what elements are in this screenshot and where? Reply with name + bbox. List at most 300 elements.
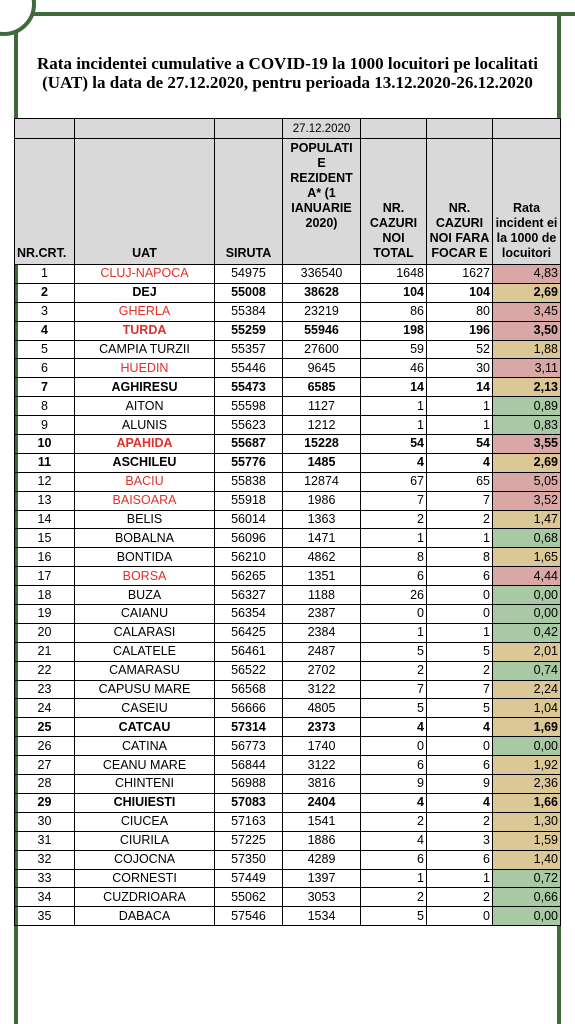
cell-siruta: 56354 xyxy=(215,605,283,624)
cell-population: 1886 xyxy=(283,831,361,850)
cell-total-cases: 4 xyxy=(361,453,427,472)
date-row-cell xyxy=(427,119,493,139)
cell-total-cases: 7 xyxy=(361,680,427,699)
cell-uat: BOBALNA xyxy=(75,529,215,548)
cell-nr: 3 xyxy=(15,302,75,321)
cell-total-cases: 1 xyxy=(361,397,427,416)
cell-uat: COJOCNA xyxy=(75,850,215,869)
cell-cases-without-outbreak: 0 xyxy=(427,907,493,926)
cell-nr: 34 xyxy=(15,888,75,907)
cell-cases-without-outbreak: 3 xyxy=(427,831,493,850)
cell-population: 3122 xyxy=(283,680,361,699)
table-row xyxy=(15,775,561,794)
cell-total-cases: 54 xyxy=(361,435,427,454)
cell-population: 2384 xyxy=(283,623,361,642)
header-total-cases: NR. CAZURI NOI TOTAL xyxy=(361,139,427,265)
incidence-table-container xyxy=(14,118,560,926)
cell-population: 38628 xyxy=(283,283,361,302)
cell-siruta: 57449 xyxy=(215,869,283,888)
cell-population: 1397 xyxy=(283,869,361,888)
cell-uat: BAISOARA xyxy=(75,491,215,510)
cell-cases-without-outbreak: 54 xyxy=(427,435,493,454)
cell-incidence-rate: 3,50 xyxy=(493,321,561,340)
cell-cases-without-outbreak: 2 xyxy=(427,888,493,907)
table-row xyxy=(15,907,561,926)
date-row-cell xyxy=(361,119,427,139)
cell-cases-without-outbreak: 6 xyxy=(427,567,493,586)
cell-cases-without-outbreak: 6 xyxy=(427,756,493,775)
header-population: POPULATI E REZIDENT A* (1 IANUARIE 2020) xyxy=(283,139,361,265)
table-row xyxy=(15,359,561,378)
table-row xyxy=(15,529,561,548)
cell-incidence-rate: 4,83 xyxy=(493,265,561,284)
cell-nr: 16 xyxy=(15,548,75,567)
cell-incidence-rate: 2,69 xyxy=(493,283,561,302)
cell-incidence-rate: 0,00 xyxy=(493,907,561,926)
cell-total-cases: 5 xyxy=(361,642,427,661)
cell-population: 4862 xyxy=(283,548,361,567)
cell-incidence-rate: 1,40 xyxy=(493,850,561,869)
cell-population: 1986 xyxy=(283,491,361,510)
table-row xyxy=(15,831,561,850)
cell-population: 1471 xyxy=(283,529,361,548)
cell-nr: 9 xyxy=(15,416,75,435)
cell-siruta: 55062 xyxy=(215,888,283,907)
cell-nr: 31 xyxy=(15,831,75,850)
cell-population: 2387 xyxy=(283,605,361,624)
cell-uat: CATCAU xyxy=(75,718,215,737)
cell-incidence-rate: 1,30 xyxy=(493,812,561,831)
cell-uat: CASEIU xyxy=(75,699,215,718)
cell-incidence-rate: 1,69 xyxy=(493,718,561,737)
cell-siruta: 56014 xyxy=(215,510,283,529)
cell-cases-without-outbreak: 7 xyxy=(427,491,493,510)
cell-total-cases: 4 xyxy=(361,793,427,812)
cell-uat: BUZA xyxy=(75,586,215,605)
cell-population: 12874 xyxy=(283,472,361,491)
cell-uat: AGHIRESU xyxy=(75,378,215,397)
cell-nr: 2 xyxy=(15,283,75,302)
table-row xyxy=(15,321,561,340)
cell-total-cases: 0 xyxy=(361,737,427,756)
cell-nr: 30 xyxy=(15,812,75,831)
cell-cases-without-outbreak: 1 xyxy=(427,529,493,548)
cell-total-cases: 8 xyxy=(361,548,427,567)
cell-cases-without-outbreak: 0 xyxy=(427,586,493,605)
cell-total-cases: 1 xyxy=(361,869,427,888)
cell-cases-without-outbreak: 0 xyxy=(427,737,493,756)
table-row xyxy=(15,453,561,472)
table-body xyxy=(15,265,561,926)
cell-total-cases: 1 xyxy=(361,416,427,435)
cell-population: 2404 xyxy=(283,793,361,812)
cell-cases-without-outbreak: 5 xyxy=(427,642,493,661)
cell-uat: ALUNIS xyxy=(75,416,215,435)
cell-siruta: 55838 xyxy=(215,472,283,491)
cell-siruta: 55446 xyxy=(215,359,283,378)
table-row xyxy=(15,586,561,605)
cell-population: 4289 xyxy=(283,850,361,869)
cell-incidence-rate: 3,11 xyxy=(493,359,561,378)
cell-incidence-rate: 1,65 xyxy=(493,548,561,567)
cell-total-cases: 6 xyxy=(361,850,427,869)
cell-siruta: 56568 xyxy=(215,680,283,699)
cell-total-cases: 86 xyxy=(361,302,427,321)
frame-top-border xyxy=(14,12,575,16)
table-row xyxy=(15,850,561,869)
header-incidence-rate: Rata incident ei la 1000 de locuitori xyxy=(493,139,561,265)
cell-uat: CALARASI xyxy=(75,623,215,642)
cell-incidence-rate: 0,00 xyxy=(493,605,561,624)
cell-siruta: 55357 xyxy=(215,340,283,359)
cell-incidence-rate: 2,24 xyxy=(493,680,561,699)
cell-siruta: 56327 xyxy=(215,586,283,605)
cell-total-cases: 4 xyxy=(361,718,427,737)
cell-siruta: 55687 xyxy=(215,435,283,454)
table-row xyxy=(15,756,561,775)
cell-uat: BONTIDA xyxy=(75,548,215,567)
cell-total-cases: 46 xyxy=(361,359,427,378)
cell-nr: 27 xyxy=(15,756,75,775)
cell-cases-without-outbreak: 7 xyxy=(427,680,493,699)
cell-total-cases: 198 xyxy=(361,321,427,340)
cell-nr: 18 xyxy=(15,586,75,605)
cell-population: 1541 xyxy=(283,812,361,831)
cell-cases-without-outbreak: 4 xyxy=(427,453,493,472)
cell-siruta: 55259 xyxy=(215,321,283,340)
cell-incidence-rate: 0,83 xyxy=(493,416,561,435)
table-row xyxy=(15,435,561,454)
cell-nr: 23 xyxy=(15,680,75,699)
cell-incidence-rate: 0,74 xyxy=(493,661,561,680)
cell-incidence-rate: 1,59 xyxy=(493,831,561,850)
cell-population: 1740 xyxy=(283,737,361,756)
header-nr: NR.CRT. xyxy=(15,139,75,265)
cell-uat: CAMPIA TURZII xyxy=(75,340,215,359)
cell-uat: CHIUIESTI xyxy=(75,793,215,812)
cell-siruta: 55598 xyxy=(215,397,283,416)
date-row-cell xyxy=(75,119,215,139)
cell-population: 1485 xyxy=(283,453,361,472)
cell-siruta: 57314 xyxy=(215,718,283,737)
cell-population: 4805 xyxy=(283,699,361,718)
cell-cases-without-outbreak: 1 xyxy=(427,416,493,435)
date-row xyxy=(15,119,561,139)
cell-incidence-rate: 3,55 xyxy=(493,435,561,454)
cell-nr: 4 xyxy=(15,321,75,340)
cell-siruta: 56210 xyxy=(215,548,283,567)
cell-incidence-rate: 0,89 xyxy=(493,397,561,416)
cell-total-cases: 7 xyxy=(361,491,427,510)
cell-uat: CORNESTI xyxy=(75,869,215,888)
cell-total-cases: 1 xyxy=(361,529,427,548)
cell-nr: 32 xyxy=(15,850,75,869)
cell-nr: 5 xyxy=(15,340,75,359)
cell-uat: ASCHILEU xyxy=(75,453,215,472)
cell-uat: CIURILA xyxy=(75,831,215,850)
cell-total-cases: 26 xyxy=(361,586,427,605)
header-row xyxy=(15,139,561,265)
cell-cases-without-outbreak: 5 xyxy=(427,699,493,718)
cell-siruta: 55918 xyxy=(215,491,283,510)
table-row xyxy=(15,340,561,359)
cell-siruta: 54975 xyxy=(215,265,283,284)
cell-population: 15228 xyxy=(283,435,361,454)
cell-uat: CALATELE xyxy=(75,642,215,661)
cell-incidence-rate: 2,69 xyxy=(493,453,561,472)
cell-incidence-rate: 0,68 xyxy=(493,529,561,548)
cell-population: 1127 xyxy=(283,397,361,416)
cell-total-cases: 2 xyxy=(361,510,427,529)
cell-cases-without-outbreak: 0 xyxy=(427,605,493,624)
cell-uat: CHINTENI xyxy=(75,775,215,794)
cell-cases-without-outbreak: 4 xyxy=(427,793,493,812)
cell-nr: 6 xyxy=(15,359,75,378)
incidence-table xyxy=(14,118,561,926)
corner-circle-decoration xyxy=(0,0,36,36)
cell-siruta: 57225 xyxy=(215,831,283,850)
cell-cases-without-outbreak: 1 xyxy=(427,869,493,888)
table-row xyxy=(15,567,561,586)
cell-incidence-rate: 5,05 xyxy=(493,472,561,491)
document-title: Rata incidentei cumulative a COVID-19 la 1000 locuitori pe localitati (UAT) la data de 27.12.2020, pentru perioada 13.12.2020-26.12.2020 xyxy=(37,54,538,92)
cell-cases-without-outbreak: 104 xyxy=(427,283,493,302)
cell-incidence-rate: 0,72 xyxy=(493,869,561,888)
cell-population: 3122 xyxy=(283,756,361,775)
cell-cases-without-outbreak: 80 xyxy=(427,302,493,321)
cell-nr: 25 xyxy=(15,718,75,737)
cell-uat: DEJ xyxy=(75,283,215,302)
cell-siruta: 55008 xyxy=(215,283,283,302)
cell-siruta: 56844 xyxy=(215,756,283,775)
cell-population: 2373 xyxy=(283,718,361,737)
cell-cases-without-outbreak: 1 xyxy=(427,397,493,416)
cell-cases-without-outbreak: 2 xyxy=(427,510,493,529)
cell-uat: APAHIDA xyxy=(75,435,215,454)
cell-nr: 26 xyxy=(15,737,75,756)
cell-nr: 19 xyxy=(15,605,75,624)
table-row xyxy=(15,302,561,321)
cell-population: 2487 xyxy=(283,642,361,661)
cell-incidence-rate: 3,52 xyxy=(493,491,561,510)
cell-siruta: 56988 xyxy=(215,775,283,794)
cell-uat: CEANU MARE xyxy=(75,756,215,775)
cell-cases-without-outbreak: 1 xyxy=(427,623,493,642)
table-row xyxy=(15,283,561,302)
cell-population: 27600 xyxy=(283,340,361,359)
cell-siruta: 57163 xyxy=(215,812,283,831)
cell-nr: 17 xyxy=(15,567,75,586)
cell-uat: CUZDRIOARA xyxy=(75,888,215,907)
cell-nr: 13 xyxy=(15,491,75,510)
cell-nr: 21 xyxy=(15,642,75,661)
table-row xyxy=(15,548,561,567)
cell-cases-without-outbreak: 2 xyxy=(427,812,493,831)
cell-population: 3053 xyxy=(283,888,361,907)
cell-nr: 35 xyxy=(15,907,75,926)
cell-uat: GHERLA xyxy=(75,302,215,321)
date-label: 27.12.2020 xyxy=(283,119,361,139)
table-row xyxy=(15,623,561,642)
cell-uat: AITON xyxy=(75,397,215,416)
cell-siruta: 56265 xyxy=(215,567,283,586)
cell-incidence-rate: 1,04 xyxy=(493,699,561,718)
cell-cases-without-outbreak: 196 xyxy=(427,321,493,340)
cell-total-cases: 2 xyxy=(361,888,427,907)
table-row xyxy=(15,888,561,907)
cell-uat: DABACA xyxy=(75,907,215,926)
cell-incidence-rate: 3,45 xyxy=(493,302,561,321)
date-row-cell xyxy=(215,119,283,139)
cell-incidence-rate: 0,42 xyxy=(493,623,561,642)
cell-siruta: 55473 xyxy=(215,378,283,397)
cell-incidence-rate: 1,47 xyxy=(493,510,561,529)
cell-uat: CAMARASU xyxy=(75,661,215,680)
cell-cases-without-outbreak: 9 xyxy=(427,775,493,794)
cell-uat: CLUJ-NAPOCA xyxy=(75,265,215,284)
cell-cases-without-outbreak: 65 xyxy=(427,472,493,491)
cell-siruta: 56666 xyxy=(215,699,283,718)
table-row xyxy=(15,642,561,661)
cell-total-cases: 67 xyxy=(361,472,427,491)
header-uat: UAT xyxy=(75,139,215,265)
cell-uat: TURDA xyxy=(75,321,215,340)
cell-population: 1351 xyxy=(283,567,361,586)
cell-total-cases: 5 xyxy=(361,699,427,718)
cell-nr: 7 xyxy=(15,378,75,397)
table-row xyxy=(15,699,561,718)
cell-cases-without-outbreak: 6 xyxy=(427,850,493,869)
cell-population: 9645 xyxy=(283,359,361,378)
cell-cases-without-outbreak: 1627 xyxy=(427,265,493,284)
cell-cases-without-outbreak: 52 xyxy=(427,340,493,359)
cell-incidence-rate: 1,88 xyxy=(493,340,561,359)
cell-siruta: 56773 xyxy=(215,737,283,756)
cell-total-cases: 4 xyxy=(361,831,427,850)
cell-siruta: 56522 xyxy=(215,661,283,680)
cell-nr: 14 xyxy=(15,510,75,529)
cell-total-cases: 6 xyxy=(361,567,427,586)
cell-cases-without-outbreak: 4 xyxy=(427,718,493,737)
cell-incidence-rate: 4,44 xyxy=(493,567,561,586)
cell-incidence-rate: 1,66 xyxy=(493,793,561,812)
cell-total-cases: 0 xyxy=(361,605,427,624)
cell-total-cases: 1 xyxy=(361,623,427,642)
cell-uat: CAPUSU MARE xyxy=(75,680,215,699)
cell-uat: BACIU xyxy=(75,472,215,491)
cell-incidence-rate: 0,66 xyxy=(493,888,561,907)
date-row-cell xyxy=(493,119,561,139)
cell-nr: 33 xyxy=(15,869,75,888)
table-row xyxy=(15,378,561,397)
table-row xyxy=(15,661,561,680)
table-row xyxy=(15,605,561,624)
cell-siruta: 55623 xyxy=(215,416,283,435)
cell-population: 1212 xyxy=(283,416,361,435)
cell-population: 55946 xyxy=(283,321,361,340)
cell-nr: 28 xyxy=(15,775,75,794)
cell-cases-without-outbreak: 8 xyxy=(427,548,493,567)
cell-nr: 12 xyxy=(15,472,75,491)
cell-siruta: 56425 xyxy=(215,623,283,642)
cell-incidence-rate: 2,36 xyxy=(493,775,561,794)
table-row xyxy=(15,491,561,510)
cell-total-cases: 5 xyxy=(361,907,427,926)
cell-siruta: 57083 xyxy=(215,793,283,812)
cell-total-cases: 6 xyxy=(361,756,427,775)
table-row xyxy=(15,265,561,284)
cell-nr: 1 xyxy=(15,265,75,284)
cell-total-cases: 104 xyxy=(361,283,427,302)
cell-population: 23219 xyxy=(283,302,361,321)
date-row-cell xyxy=(15,119,75,139)
cell-nr: 15 xyxy=(15,529,75,548)
cell-incidence-rate: 0,00 xyxy=(493,737,561,756)
cell-siruta: 56461 xyxy=(215,642,283,661)
cell-cases-without-outbreak: 2 xyxy=(427,661,493,680)
cell-incidence-rate: 1,92 xyxy=(493,756,561,775)
cell-total-cases: 14 xyxy=(361,378,427,397)
header-siruta: SIRUTA xyxy=(215,139,283,265)
cell-nr: 20 xyxy=(15,623,75,642)
cell-cases-without-outbreak: 30 xyxy=(427,359,493,378)
cell-incidence-rate: 2,01 xyxy=(493,642,561,661)
cell-nr: 24 xyxy=(15,699,75,718)
cell-total-cases: 9 xyxy=(361,775,427,794)
cell-uat: HUEDIN xyxy=(75,359,215,378)
cell-uat: BELIS xyxy=(75,510,215,529)
cell-uat: CATINA xyxy=(75,737,215,756)
cell-total-cases: 2 xyxy=(361,812,427,831)
cell-population: 6585 xyxy=(283,378,361,397)
cell-population: 2702 xyxy=(283,661,361,680)
table-row xyxy=(15,416,561,435)
cell-population: 1534 xyxy=(283,907,361,926)
table-row xyxy=(15,510,561,529)
table-row xyxy=(15,718,561,737)
table-row xyxy=(15,397,561,416)
cell-uat: CIUCEA xyxy=(75,812,215,831)
cell-siruta: 57546 xyxy=(215,907,283,926)
table-row xyxy=(15,472,561,491)
cell-incidence-rate: 0,00 xyxy=(493,586,561,605)
cell-uat: CAIANU xyxy=(75,605,215,624)
cell-siruta: 55384 xyxy=(215,302,283,321)
cell-siruta: 56096 xyxy=(215,529,283,548)
cell-incidence-rate: 2,13 xyxy=(493,378,561,397)
table-row xyxy=(15,812,561,831)
cell-nr: 29 xyxy=(15,793,75,812)
cell-nr: 22 xyxy=(15,661,75,680)
cell-population: 336540 xyxy=(283,265,361,284)
cell-population: 1188 xyxy=(283,586,361,605)
header-cases-without-outbreak: NR. CAZURI NOI FARA FOCAR E xyxy=(427,139,493,265)
cell-total-cases: 1648 xyxy=(361,265,427,284)
cell-nr: 8 xyxy=(15,397,75,416)
cell-population: 1363 xyxy=(283,510,361,529)
cell-uat: BORSA xyxy=(75,567,215,586)
table-row xyxy=(15,680,561,699)
cell-cases-without-outbreak: 14 xyxy=(427,378,493,397)
cell-total-cases: 59 xyxy=(361,340,427,359)
cell-siruta: 57350 xyxy=(215,850,283,869)
table-row xyxy=(15,869,561,888)
cell-total-cases: 2 xyxy=(361,661,427,680)
cell-siruta: 55776 xyxy=(215,453,283,472)
table-row xyxy=(15,737,561,756)
cell-population: 3816 xyxy=(283,775,361,794)
table-row xyxy=(15,793,561,812)
